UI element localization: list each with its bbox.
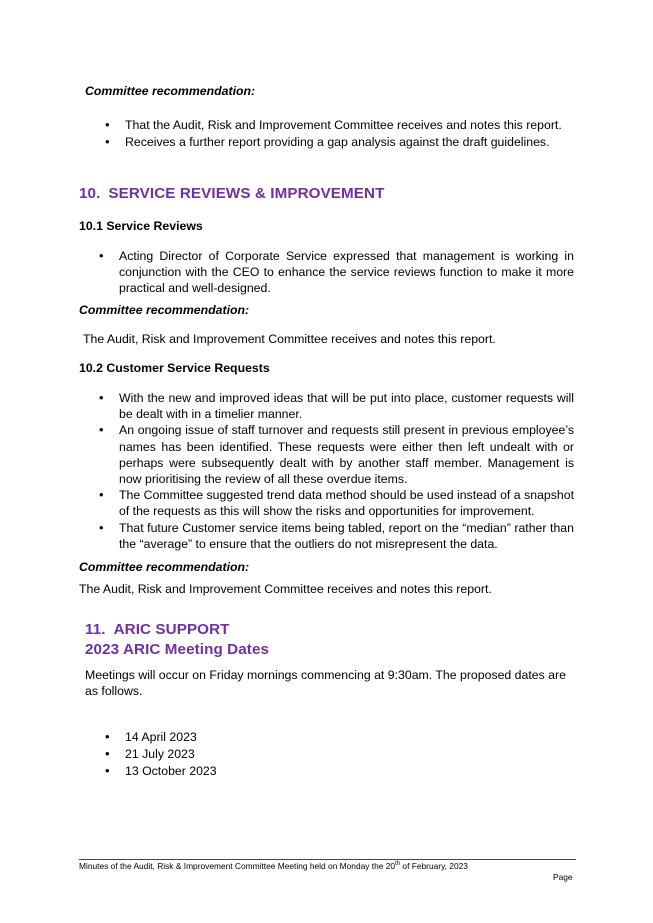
list-item: • Acting Director of Corporate Service expressed that management is working in conjunction with the CEO to enhance the service reviews function to make it more practical and well-designed.	[119, 248, 574, 297]
service-reviews-list	[119, 248, 574, 297]
committee-recommendation-label-10-2: Committee recommendation:	[79, 560, 250, 574]
list-item: • That the Audit, Risk and Improvement Committee receives and notes this report.	[125, 117, 575, 133]
list-item: • 21 July 2023	[125, 746, 425, 762]
recommendation-text-10-2: The Audit, Risk and Improvement Committee receives and notes this report.	[79, 582, 492, 596]
section-11-heading	[85, 621, 230, 638]
footer-page-label: Page	[553, 872, 573, 882]
list-item: • An ongoing issue of staff turnover and requests still present in previous employee’s names has been identified. These requests were either then left undealt with or perhaps were subsequently dealt with by another staff member. Management is now prioritising the review of all these overdue items.	[119, 422, 574, 487]
committee-recommendation-label-10-1: Committee recommendation:	[79, 303, 250, 317]
section-11-number: 11.	[85, 621, 106, 638]
list-item: • Receives a further report providing a gap analysis against the draft guidelines.	[125, 134, 575, 150]
list-item: • 13 October 2023	[125, 763, 425, 779]
list-item: • With the new and improved ideas that will be put into place, customer requests will be dealt with in a timelier manner.	[119, 390, 574, 422]
section-11-subtitle: 2023 ARIC Meeting Dates	[85, 641, 270, 658]
customer-service-list	[119, 390, 574, 552]
subsection-10-2-heading: 10.2 Customer Service Requests	[79, 361, 270, 375]
subsection-10-1-heading: 10.1 Service Reviews	[79, 219, 203, 233]
recommendation-text-10-1: The Audit, Risk and Improvement Committee receives and notes this report.	[83, 332, 496, 346]
list-item: • 14 April 2023	[125, 729, 425, 745]
section-10-heading	[79, 185, 384, 202]
footer-text	[79, 861, 468, 872]
section-10-number: 10.	[79, 185, 101, 202]
footer-superscript: th	[395, 861, 401, 868]
meeting-dates-list	[125, 729, 425, 780]
section-11-title: ARIC SUPPORT	[113, 621, 230, 638]
meeting-intro: Meetings will occur on Friday mornings commencing at 9:30am. The proposed dates are as follows.	[85, 668, 566, 699]
list-item: • The Committee suggested trend data method should be used instead of a snapshot of the requests as this will show the risks and opportunities for improvement.	[119, 487, 574, 519]
footer-text-tail: of February, 2023	[400, 861, 468, 871]
footer-divider	[79, 859, 576, 860]
committee-recommendation-label-9: Committee recommendation:	[85, 84, 256, 98]
recommendation-list-9	[125, 117, 575, 150]
list-item: • That future Customer service items being tabled, report on the “median” rather than the “average” to ensure that the outliers do not misrepresent the data.	[119, 520, 574, 552]
footer-text-main: Minutes of the Audit, Risk & Improvement Committee Meeting held on Monday the 20	[79, 861, 396, 871]
section-10-title: SERVICE REVIEWS & IMPROVEMENT	[108, 185, 385, 202]
